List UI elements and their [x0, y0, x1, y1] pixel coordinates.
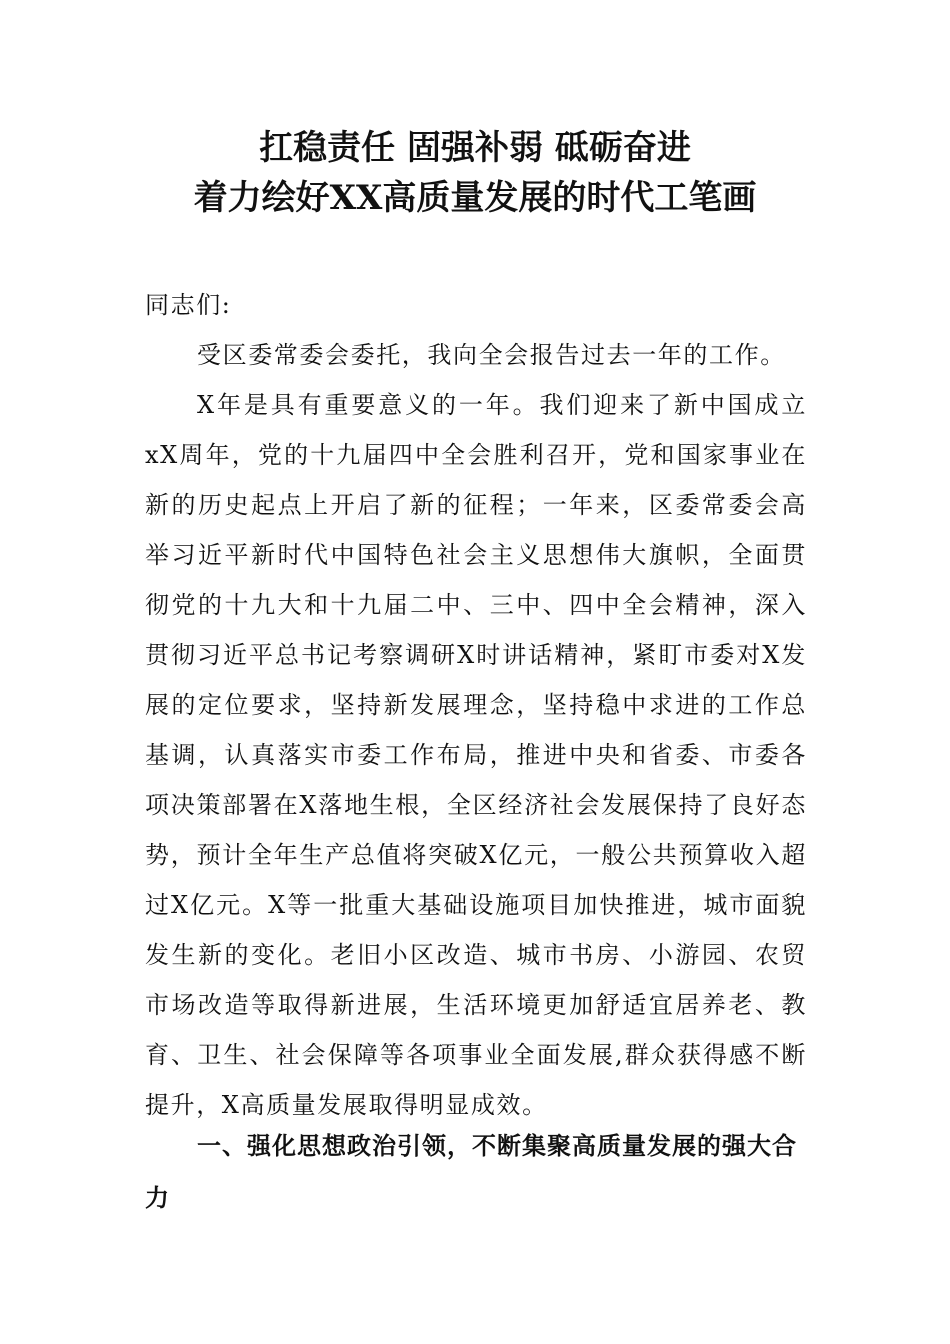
- paragraph-1: 受区委常委会委托，我向全会报告过去一年的工作。: [197, 341, 786, 369]
- section-1-heading: 一、强化思想政治引领，不断集聚高质量发展的强大合力: [145, 1132, 797, 1212]
- paragraph-2: X年是具有重要意义的一年。我们迎来了新中国成立xX周年，党的十九届四中全会胜利召开，党和国家事业在新的历史起点上开启了新的征程；一年来，区委常委会高举习近平新时代中国特色社会主义思想伟大旗帜，全面贯彻党的十九大和十九届二中、三中、四中全会精神，深入贯彻习近平总书记考察调研X时讲话精神，紧盯市委对X发展的定位要求，坚持新发展理念，坚持稳中求进的工作总基调，认真落实市委工作布局，推进中央和省委、市委各项决策部署在X落地生根，全区经济社会发展保持了良好态势，预计全年生产总值将突破X亿元，一般公共预算收入超过X亿元。X等一批重大基础设施项目加快推进，城市面貌发生新的变化。老旧小区改造、城市书房、小游园、农贸市场改造等取得新进展，生活环境更加舒适宜居养老、教育、卫生、社会保障等各项事业全面发展,群众获得感不断提升，X高质量发展取得明显成效。: [145, 391, 807, 1119]
- salutation: 同志们:: [145, 291, 232, 319]
- document-title-line-1: 扛稳责任 固强补弱 砥砺奋进: [259, 128, 691, 168]
- document-title-line-2: 着力绘好XX高质量发展的时代工笔画: [193, 178, 757, 218]
